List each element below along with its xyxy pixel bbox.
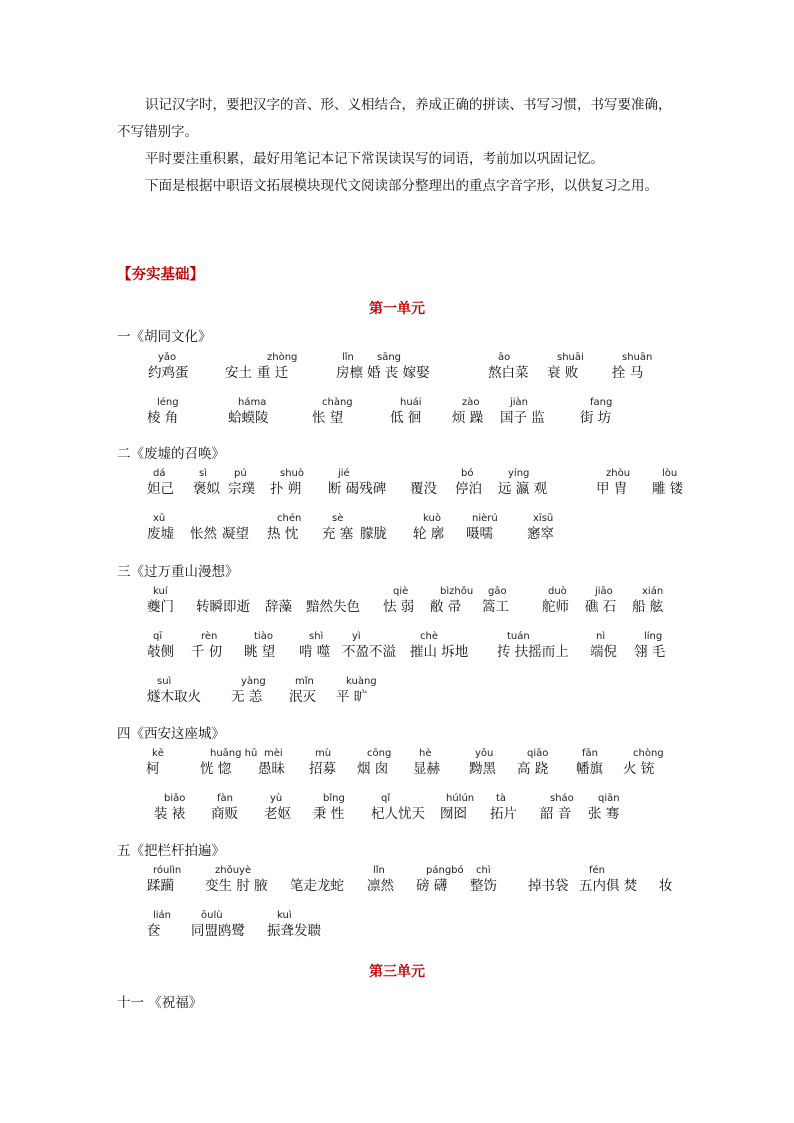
word: 拴 马 — [612, 365, 644, 381]
pinyin: fang — [590, 397, 613, 408]
pinyin: rèn — [201, 631, 218, 642]
pinyin: fàn — [217, 793, 233, 804]
vocab-row — [0, 676, 794, 710]
word: 端倪 — [590, 644, 617, 660]
pinyin: kuì — [277, 910, 292, 921]
pinyin: qǐ — [381, 793, 391, 804]
pinyin: biǎo — [164, 793, 186, 804]
word: 摧山 坼地 — [410, 644, 469, 660]
word: 怅然 — [190, 526, 217, 542]
pinyin: bìzhǒu — [440, 586, 474, 597]
pinyin: dá — [153, 468, 166, 479]
word: 老妪 — [264, 806, 291, 822]
word: 热 忱 — [267, 526, 299, 542]
pinyin: yǎo — [158, 352, 177, 363]
pinyin: chì — [476, 865, 491, 876]
pinyin: gāo — [488, 586, 507, 597]
word: 街 坊 — [580, 410, 612, 426]
word: 雕 镂 — [652, 481, 684, 497]
pinyin: róulìn — [153, 865, 182, 876]
word: 覆没 — [410, 481, 437, 497]
pinyin: qiāo — [527, 748, 549, 759]
word: 泯灭 — [289, 689, 316, 705]
lesson-title: 十一 《祝福》 — [117, 995, 203, 1011]
pinyin: jiāo — [595, 586, 613, 597]
pinyin: nièrú — [472, 513, 498, 524]
pinyin: mǐn — [295, 676, 314, 687]
pinyin: zào — [462, 397, 480, 408]
intro-text — [117, 92, 677, 200]
pinyin: sháo — [550, 793, 574, 804]
pinyin: shuān — [622, 352, 653, 363]
pinyin: yǒu — [475, 748, 494, 759]
word: 黯然失色 — [306, 599, 360, 615]
pinyin: lǐn — [342, 352, 354, 363]
pinyin: sāng — [377, 352, 402, 363]
word: 招募 — [309, 761, 336, 777]
word: 敝 帚 — [430, 599, 462, 615]
word: 黝黑 — [469, 761, 496, 777]
pinyin: sè — [332, 513, 344, 524]
word: 囫囵 — [440, 806, 467, 822]
word: 篙工 — [482, 599, 509, 615]
word: 装 裱 — [154, 806, 186, 822]
word: 柯 — [146, 761, 160, 777]
word: 蛤蟆陵 — [228, 410, 269, 426]
pinyin: xián — [642, 586, 664, 597]
pinyin: kuò — [423, 513, 441, 524]
pinyin: fén — [589, 865, 606, 876]
pinyin: bǐng — [323, 793, 345, 804]
word: 停泊 — [455, 481, 482, 497]
pinyin: cōng — [367, 748, 392, 759]
word: 宗璞 — [228, 481, 255, 497]
word: 断 碣残碑 — [328, 481, 387, 497]
pinyin: lián — [153, 910, 172, 921]
word: 国子 监 — [500, 410, 545, 426]
word: 凛然 — [367, 878, 394, 894]
word: 辞藻 — [265, 599, 292, 615]
word: 夔门 — [147, 599, 174, 615]
pinyin: yù — [270, 793, 283, 804]
lesson-title: 四《西安这座城》 — [117, 726, 225, 742]
pinyin: mù — [315, 748, 332, 759]
pinyin: zhòu — [606, 468, 631, 479]
pinyin: yì — [352, 631, 361, 642]
pinyin: chòng — [633, 748, 664, 759]
word: 转瞬即逝 — [196, 599, 250, 615]
word: 秉 性 — [313, 806, 345, 822]
pinyin: tuán — [507, 631, 530, 642]
word: 变生 肘 腋 — [205, 878, 268, 894]
word: 啃 噬 — [299, 644, 331, 660]
pinyin: qī — [153, 631, 163, 642]
vocab-row — [0, 793, 794, 827]
word: 远 瀛 观 — [498, 481, 548, 497]
word: 朦胧 — [360, 526, 387, 542]
word: 愚昧 — [258, 761, 285, 777]
word: 张 骞 — [588, 806, 620, 822]
vocab-row — [0, 586, 794, 620]
vocab-row — [0, 397, 794, 431]
word: 不盈不溢 — [342, 644, 396, 660]
vocab-row — [0, 352, 794, 386]
pinyin: chè — [420, 631, 438, 642]
word: 抟 扶摇而上 — [497, 644, 569, 660]
word: 平 旷 — [336, 689, 368, 705]
section-tag: 【夯实基础】 — [117, 267, 204, 283]
word: 恍 惚 — [200, 761, 232, 777]
pinyin: kuí — [153, 586, 168, 597]
lesson-title: 一《胡同文化》 — [117, 329, 212, 345]
lesson-title: 二《废墟的召唤》 — [117, 446, 225, 462]
word: 船 舷 — [632, 599, 664, 615]
word: 重 迁 — [257, 365, 289, 381]
pinyin: āo — [498, 352, 511, 363]
pinyin: pángbó — [426, 865, 464, 876]
word: 妲己 — [147, 481, 174, 497]
word: 整饬 — [470, 878, 497, 894]
word: 嗫嚅 — [466, 526, 493, 542]
pinyin: hè — [419, 748, 432, 759]
pinyin: xū — [153, 513, 166, 524]
pinyin: tà — [496, 793, 507, 804]
pinyin: líng — [644, 631, 663, 642]
pinyin: jiàn — [510, 397, 529, 408]
word: 房檩 — [336, 365, 363, 381]
word: 凝望 — [222, 526, 249, 542]
word: 拓片 — [490, 806, 517, 822]
pinyin: zhòng — [267, 352, 298, 363]
pinyin: shì — [309, 631, 324, 642]
word: 甲 胄 — [596, 481, 628, 497]
pinyin: huǎng hū — [210, 748, 258, 759]
word: 幡旗 — [576, 761, 603, 777]
vocab-row — [0, 468, 794, 502]
word: 废墟 — [147, 526, 174, 542]
pinyin: lǐn — [373, 865, 385, 876]
pinyin: chén — [277, 513, 302, 524]
word: 熬白菜 — [488, 365, 529, 381]
word: 五内俱 焚 — [579, 878, 638, 894]
word: 燧木取火 — [147, 689, 201, 705]
word: 婚 丧 嫁娶 — [367, 365, 430, 381]
pinyin: tiào — [254, 631, 273, 642]
vocab-row — [0, 865, 794, 899]
word: 韶 音 — [540, 806, 572, 822]
pinyin: jié — [338, 468, 350, 479]
word: 怅 望 — [312, 410, 344, 426]
pinyin: pú — [234, 468, 247, 479]
unit-heading-1: 第一单元 — [369, 301, 425, 317]
word: 翎 毛 — [634, 644, 666, 660]
word: 蹂躏 — [147, 878, 174, 894]
word: 笔走龙蛇 — [290, 878, 344, 894]
word: 约鸡蛋 — [148, 365, 189, 381]
word: 低 徊 — [390, 410, 422, 426]
word: 显赫 — [413, 761, 440, 777]
pinyin: suì — [157, 676, 172, 687]
pinyin: xīsū — [533, 513, 554, 524]
pinyin: kuàng — [346, 676, 377, 687]
word: 奁 — [147, 923, 161, 939]
word: 磅 礴 — [416, 878, 448, 894]
word: 礁 石 — [585, 599, 617, 615]
word: 杞人忧天 — [371, 806, 425, 822]
word: 攲侧 — [147, 644, 174, 660]
pinyin: ōulù — [201, 910, 223, 921]
vocab-row — [0, 748, 794, 782]
word: 怯 弱 — [383, 599, 415, 615]
word: 妆 — [659, 878, 673, 894]
pinyin: duò — [548, 586, 567, 597]
pinyin: sì — [199, 468, 207, 479]
lesson-title: 五《把栏杆拍遍》 — [117, 843, 225, 859]
word: 烦 躁 — [452, 410, 484, 426]
word: 充 塞 — [322, 526, 354, 542]
pinyin: chàng — [322, 397, 353, 408]
pinyin: zhǒuyè — [215, 865, 252, 876]
word: 褒姒 — [193, 481, 220, 497]
word: 安土 — [225, 365, 252, 381]
lesson-title: 三《过万重山漫想》 — [117, 564, 239, 580]
word: 火 铳 — [623, 761, 655, 777]
pinyin: kē — [152, 748, 164, 759]
pinyin: huái — [400, 397, 422, 408]
word: 振聋发聩 — [267, 923, 321, 939]
intro-paragraph-1: 识记汉字时，要把汉字的音、形、义相结合，养成正确的拼读、书写习惯，书写要准确，不写错别字。 — [117, 97, 672, 140]
pinyin: qiān — [598, 793, 620, 804]
word: 舵师 — [542, 599, 569, 615]
pinyin: fān — [582, 748, 598, 759]
word: 眺 望 — [244, 644, 276, 660]
pinyin: mèi — [264, 748, 283, 759]
pinyin: yíng — [508, 468, 530, 479]
unit-heading-3: 第三单元 — [369, 964, 425, 980]
pinyin: shuò — [280, 468, 305, 479]
pinyin: shuāi — [557, 352, 584, 363]
word: 同盟鸥鹭 — [191, 923, 245, 939]
pinyin: lòu — [662, 468, 678, 479]
word: 千 仞 — [191, 644, 223, 660]
pinyin: yàng — [241, 676, 266, 687]
word: 窸窣 — [527, 526, 554, 542]
word: 棱 角 — [147, 410, 179, 426]
pinyin: léng — [157, 397, 179, 408]
vocab-row — [0, 513, 794, 547]
pinyin: qiè — [393, 586, 409, 597]
intro-paragraph-2: 平时要注重积累，最好用笔记本记下常误读误写的词语，考前加以巩固记忆。 — [145, 151, 604, 167]
word: 商贩 — [211, 806, 238, 822]
word: 烟 囱 — [357, 761, 389, 777]
intro-paragraph-3: 下面是根据中职语文拓展模块现代文阅读部分整理出的重点字音字形，以供复习之用。 — [145, 178, 658, 194]
word: 无 恙 — [231, 689, 263, 705]
vocab-row — [0, 631, 794, 665]
pinyin: háma — [238, 397, 267, 408]
vocab-row — [0, 910, 794, 944]
pinyin: bó — [461, 468, 474, 479]
word: 轮 廓 — [413, 526, 445, 542]
word: 扑 朔 — [270, 481, 302, 497]
word: 高 跷 — [517, 761, 549, 777]
word: 掉书袋 — [528, 878, 569, 894]
word: 衰 败 — [547, 365, 579, 381]
pinyin: húlún — [446, 793, 475, 804]
pinyin: nì — [596, 631, 606, 642]
